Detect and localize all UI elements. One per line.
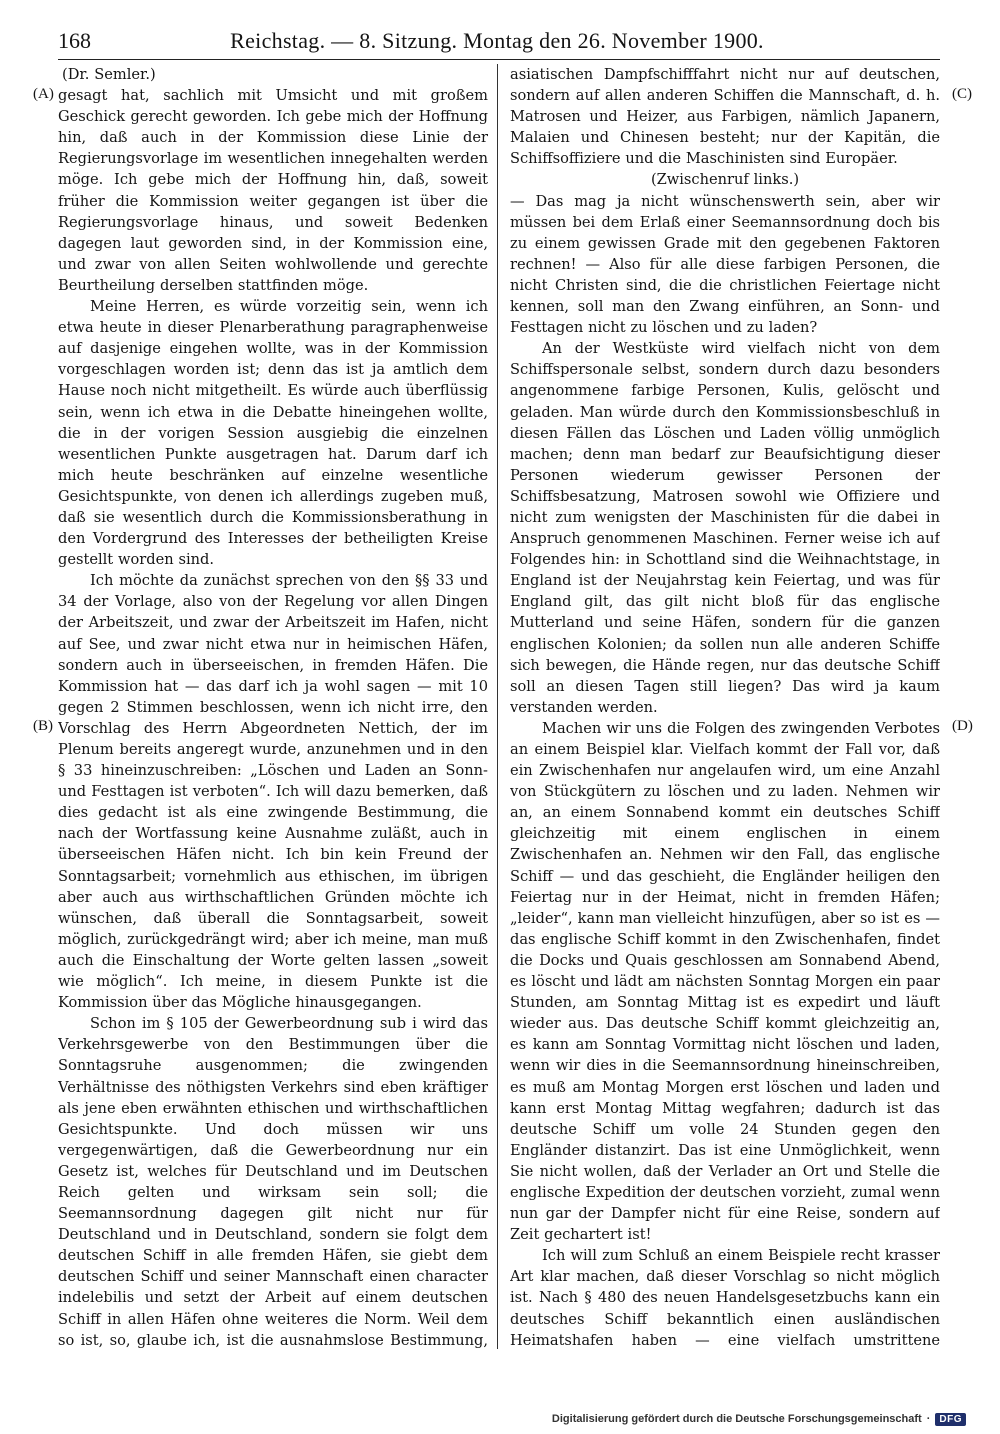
digitization-credit <box>552 1410 966 1428</box>
margin-mark-c: (C) <box>952 86 972 102</box>
paragraph: Schon im § 105 der Gewerbeordnung sub i wird das Verkehrsgewerbe von den Bestimmungen über die Sonntagsruhe ausgenommen; die zwingenden Verhältnisse des nöthigsten Verkehrs sind eben kräftiger als jene eben erwähnten ethischen und wirthschaftlichen Gesichtspunkte. Und doch müssen wir uns vergegenwärtigen, daß die Gewerbeordnung nur ein Gesetz ist, welches für Deutschland und im Deutschen Reich gelten und wirksam sein soll; die Seemannsordnung dagegen gilt nicht nur für Deutschland und in Deutschland, sondern sie folgt dem deutschen Schiff in alle fremden Häfen, sie giebt dem deutschen Schiff und seiner Mannschaft einen character indelebilis und setzt der Arbeit auf einem deutschen Schiff in allen Häfen ohne weiteres die Norm. Weil dem so ist, so, glaube ich, ist die ausnahmslose Bestimmung, <box>58 1015 488 1349</box>
page-header <box>58 26 936 56</box>
header-rule <box>58 59 940 60</box>
left-column <box>58 64 488 1349</box>
margin-mark-a: (A) <box>33 86 54 102</box>
paragraph: Ich möchte da zunächst sprechen von den §§ 33 und 34 der Vorlage, also von der Regelung vor allen Dingen der Arbeitszeit, und zwar der Arbeitszeit im Hafen, nicht auf See, und zwar nicht etwa nur in heimischen Häfen, sondern auch in überseeischen, in fremden Häfen. Die Kommission hat — das darf ich ja wohl sagen — mit 10 gegen 2 Stimmen beschlossen, wenn ich nicht irre, den Vorschlag des Herrn Abgeordneten Nettich, der im Plenum bereits angeregt wurde, anzunehmen und in den § 33 hineinzuschreiben: „Löschen und Laden an Sonn- und Festtagen ist verboten“. Ich will dazu bemerken, daß dies gedacht ist als eine zwingende Bestimmung, die nach der Wortfassung keine Ausnahme zuläßt, auch in überseeischen Häfen nicht. Ich bin kein Freund der Sonntagsarbeit; vornehmlich aus ethischen, im übrigen aber auch aus wirthschaftlichen Gründen möchte ich wünschen, daß überall die Sonntagsarbeit, soweit möglich, zurückgedrängt wird; aber ich meine, man muß auch die Einschaltung der Worte gelten lassen „soweit wie möglich“. Ich meine, in diesem Punkte ist die Kommission über das Mögliche hinausgegangen. <box>58 572 488 1012</box>
speaker-label: (Dr. Semler.) <box>62 66 156 83</box>
running-head: Reichstag. — 8. Sitzung. Montag den 26. November 1900. <box>230 28 764 53</box>
paragraph: Machen wir uns die Folgen des zwingenden Verbotes an einem Beispiel klar. Vielfach kommt der Fall vor, daß ein Zwischenhafen nur angelaufen wird, um eine Anzahl von Stückgütern zu löschen und zu laden. Nehmen wir an, an einem Sonnabend kommt ein deutsches Schiff gleichzeitig mit einem englischen in einem Zwischenhafen an. Nehmen wir den Fall, das englische Schiff — und das geschieht, die Engländer heiligen den Feiertag nur in der Heimat, nicht in fremden Häfen; „leider“, kann man vielleicht hinzufügen, aber so ist es — das englische Schiff kommt in den Zwischenhafen, findet die Docks und Quais geschlossen am Sonnabend Abend, es löscht und lädt am nächsten Sonntag Morgen ein paar Stunden, am Sonntag Mittag ist es expedirt und läuft wieder aus. Das deutsche Schiff kommt gleichzeitig an, es kann am Sonntag Vormittag nicht löschen und laden, wenn wir dies in die Seemannsordnung hineinschreiben, es muß am Montag Morgen erst löschen und laden und kann erst Montag Mittag wegfahren; dadurch ist das deutsche Schiff um volle 24 Stunden gegen den Engländer distanzirt. Das ist eine Unmöglichkeit, wenn Sie nicht wollen, daß der Verlader an Ort und Stelle die englische Expedition der deutschen vorzieht, zumal wenn nun gar der Dampfer nicht für eine Reise, sondern auf Zeit gechartert ist! <box>510 719 940 1244</box>
dfg-logo: DFG <box>935 1413 966 1426</box>
margin-mark-b: (B) <box>33 718 53 734</box>
margin-mark-d: (D) <box>952 718 973 734</box>
credit-text: Digitalisierung gefördert durch die Deutsche Forschungsgemeinschaft <box>551 1413 922 1425</box>
paragraph: — Das mag ja nicht wünschenswerth sein, aber wir müssen bei dem Erlaß einer Seemannsordnung doch bis zu einem gewissen Grade mit den gegebenen Faktoren rechnen! — Also für alle diese farbigen Personen, die nicht Christen sind, die die christlichen Feiertage nicht kennen, soll man den Zwang einführen, an Sonn- und Festtagen nicht zu löschen und zu laden? <box>510 192 940 337</box>
paragraph: asiatischen Dampfschifffahrt nicht nur auf deutschen, sondern auf allen anderen Schiffen die Mannschaft, d. h. Matrosen und Heizer, aus Farbigen, nämlich Japanern, Malaien und Chinesen besteht; nur der Kapitän, die Schiffsoffiziere und die Maschinisten sind Europäer. <box>510 66 940 168</box>
page-number: 168 <box>58 28 91 53</box>
separator-dot: · <box>926 1413 931 1425</box>
right-column <box>510 64 940 1349</box>
paragraph: gesagt hat, sachlich mit Umsicht und mit großem Geschick gerecht geworden. Ich gebe mich der Hoffnung hin, daß auch in der Kommission diese Linie der Regierungsvorlage im wesentlichen innegehalten werden möge. Ich gebe mich der Hoffnung hin, daß, soweit früher die Kommission weiter gegangen ist über die Regierungsvorlage hinaus, und soweit Bedenken dagegen laut geworden sind, in der Kommission eine, und zwar von allen Seiten wohlwollende und gerechte Beurtheilung derselben stattfinden möge. <box>58 87 488 294</box>
paragraph: Ich will zum Schluß an einem Beispiele recht krasser Art klar machen, daß dieser Vorschlag so nicht möglich ist. Nach § 480 des neuen Handelsgesetzbuchs kann ein deutsches Schiff bekanntlich einen ausländischen Heimatshafen haben — eine vielfach umstrittene <box>510 1247 940 1349</box>
paragraph: Meine Herren, es würde vorzeitig sein, wenn ich etwa heute in dieser Plenarberathung paragraphenweise auf dasjenige eingehen wollte, was in der Kommission vorgeschlagen worden ist; denn das ist ja amtlich dem Hause noch nicht mitgetheilt. Es würde auch überflüssig sein, wenn ich etwa in die Debatte hineingehen wollte, die in der vorigen Session ausgiebig die einzelnen wesentlichen Punkte ausgetragen hat. Darum darf ich mich heute beschränken auf einzelne wesentliche Gesichtspunkte, von denen ich allerdings zugeben muß, daß sie wesentlich durch die Kommissionsberathung in den Vordergrund des Interesses der betheiligten Kreise gestellt worden sind. <box>58 298 488 569</box>
paragraph: An der Westküste wird vielfach nicht von dem Schiffspersonale selbst, sondern durch dazu besonders angenommene farbige Personen, Kulis, gelöscht und geladen. Man würde durch den Kommissionsbeschluß in diesen Fällen das Löschen und Laden völlig unmöglich machen; denn man bedarf zur Beaufsichtigung dieser Personen wiederum gewisser Personen der Schiffsbesatzung, Matrosen sowohl wie Offiziere und nicht zum wenigsten der Maschinisten für die dabei in Anspruch genommenen Maschinen. Ferner weise ich auf Folgendes hin: in Schottland sind die Weihnachtstage, in England ist der Neujahrstag kein Feiertag, und was für England gilt, das gilt nicht bloß für das englische Mutterland und seine Häfen, sondern für die ganzen englischen Kolonien; da sollen nun alle anderen Schiffe sich bewegen, die Hände regen, nur das deutsche Schiff soll an diesen Tagen still liegen? Das wird ja kaum verstanden werden. <box>510 340 940 716</box>
interjection: (Zwischenruf links.) <box>650 171 800 189</box>
column-divider <box>497 64 498 1349</box>
